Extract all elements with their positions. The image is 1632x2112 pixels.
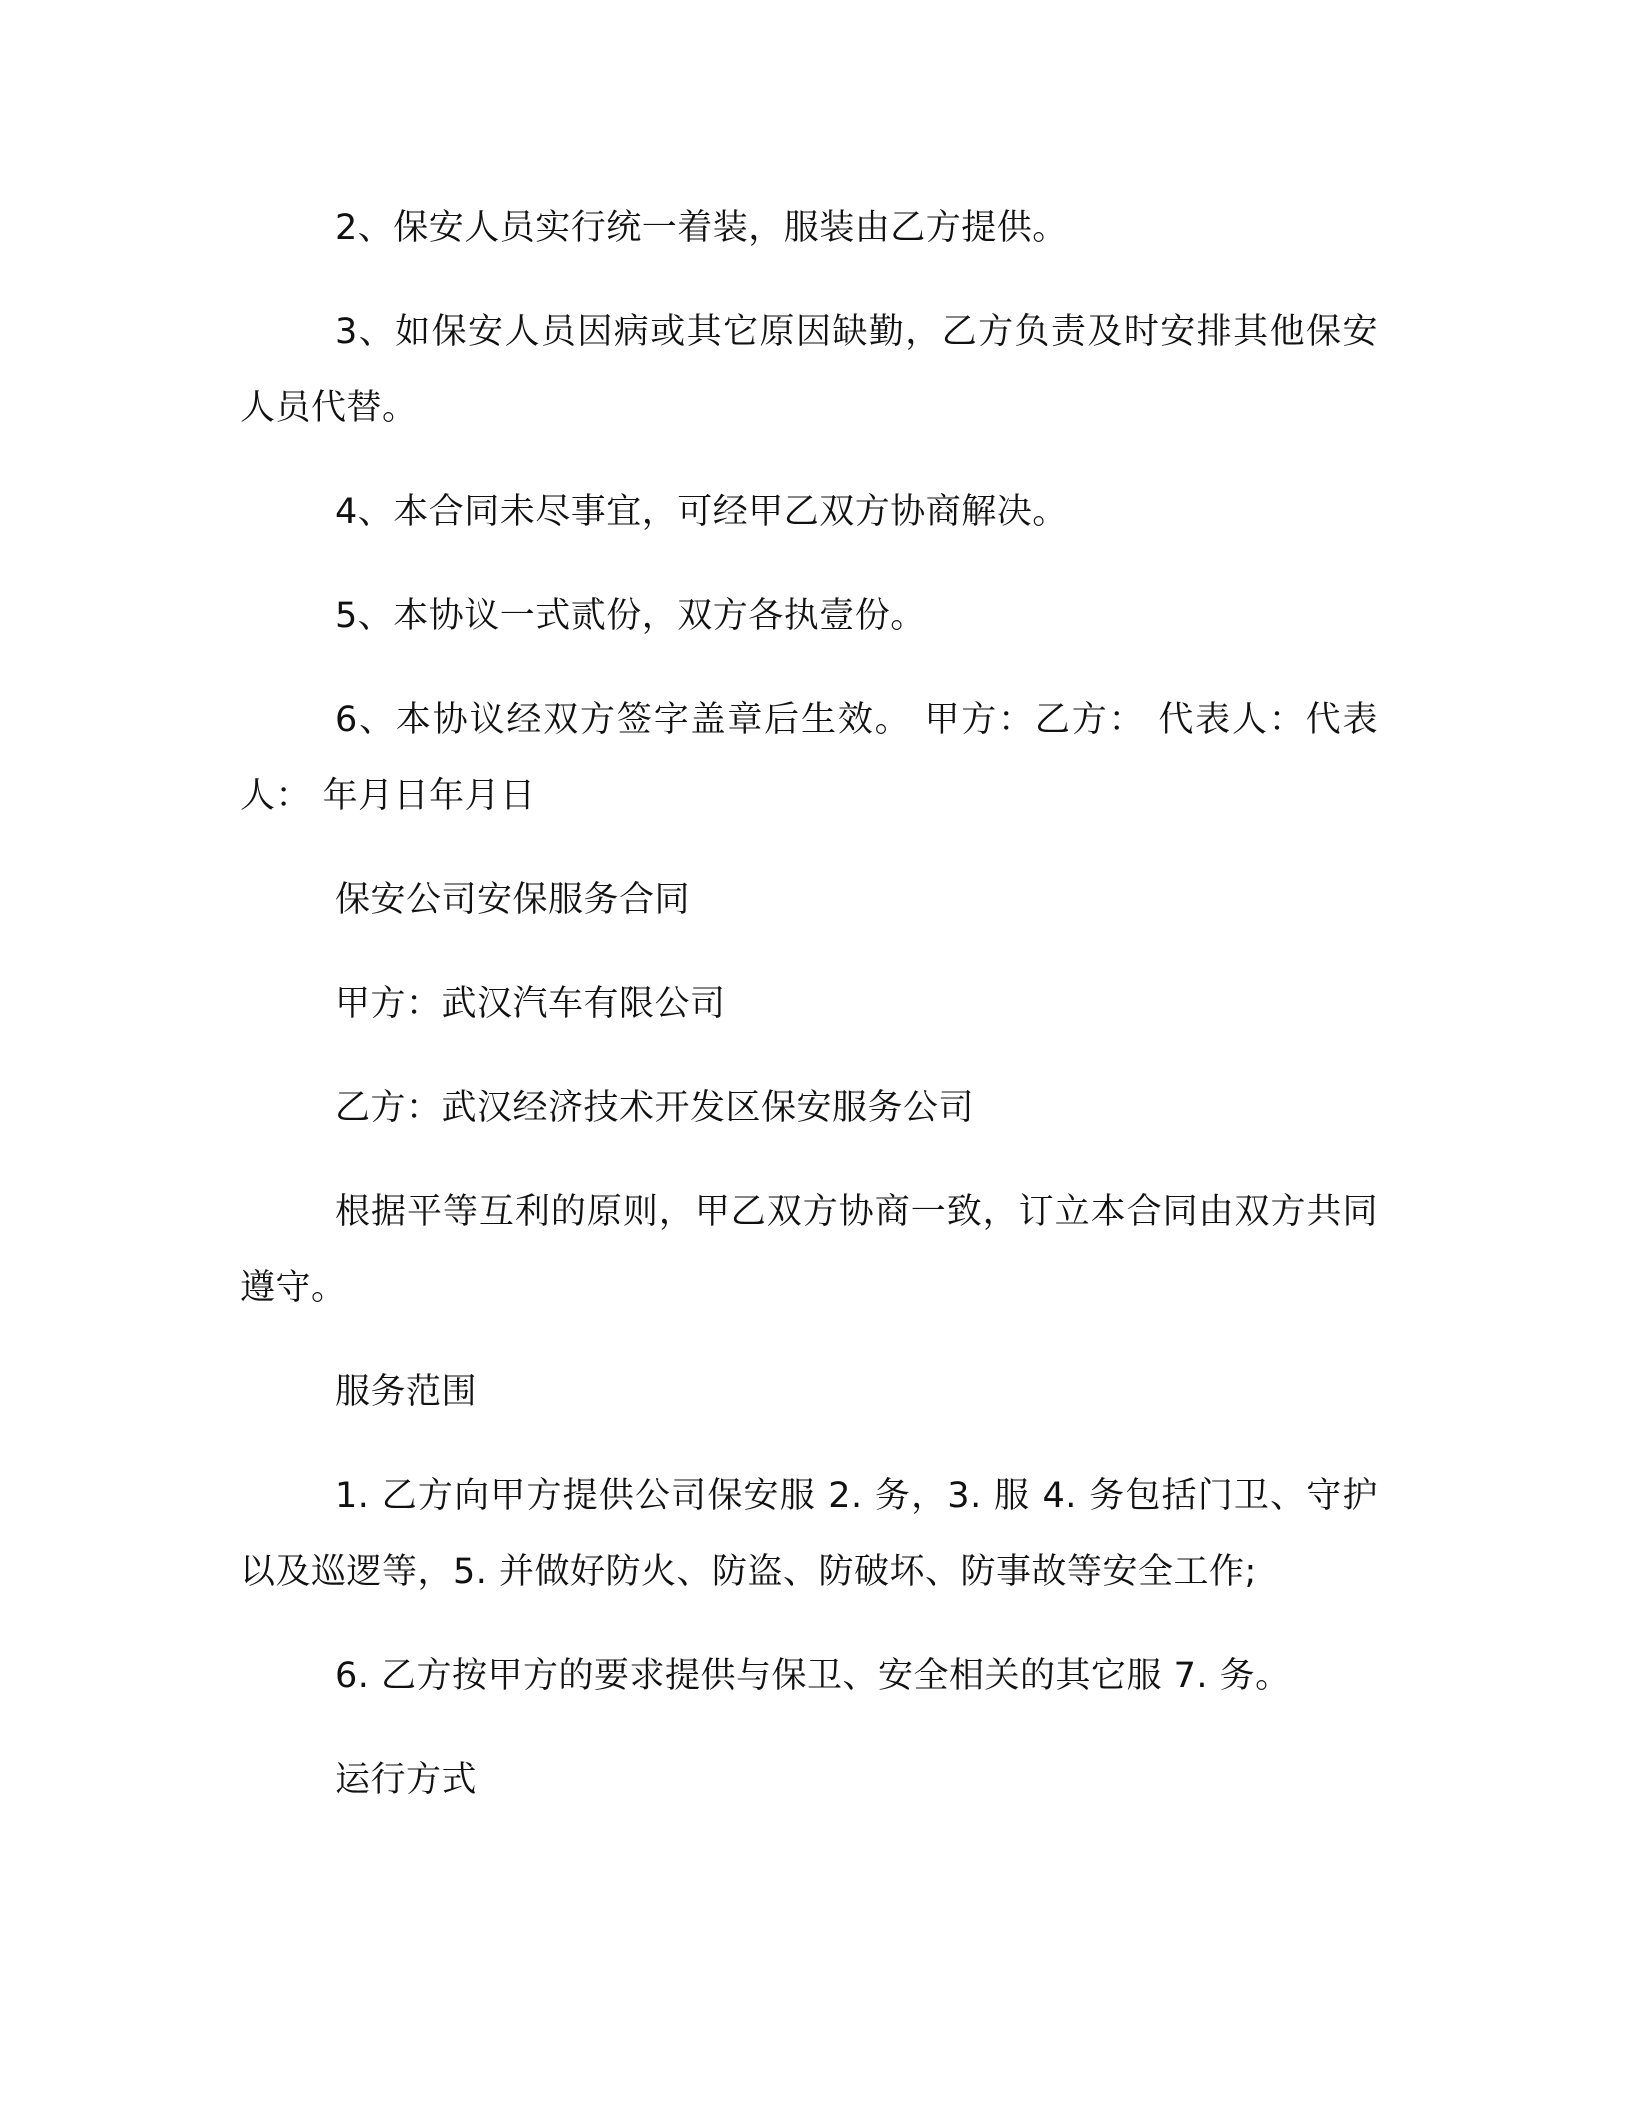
paragraph-unresolved-matters: 4、本合同未尽事宜，可经甲乙双方协商解决。 [335,492,1068,532]
contract-title: 保安公司安保服务合同 [335,880,691,920]
paragraph-principle: 根据平等互利的原则，甲乙双方协商一致，订立本合同由双方共同遵守。 [240,1192,1378,1308]
paragraph-uniform-clothing: 2、保安人员实行统一着装，服装由乙方提供。 [335,208,1068,248]
paragraph-signature-effect: 6、本协议经双方签字盖章后生效。 甲方：乙方： 代表人：代表人： 年月日年月日 [240,700,1378,816]
paragraph-other-services: 6. 乙方按甲方的要求提供与保卫、安全相关的其它服 7. 务。 [335,1656,1291,1696]
paragraph-absence-replacement: 3、如保安人员因病或其它原因缺勤，乙方负责及时安排其他保安人员代替。 [240,312,1378,428]
paragraph-service-items: 1. 乙方向甲方提供公司保安服 2. 务，3. 服 4. 务包括门卫、守护以及巡逻等，5. 并做好防火、防盗、防破坏、防事故等安全工作; [240,1476,1378,1592]
document-body [240,190,1378,1818]
section-heading-service-scope: 服务范围 [335,1372,478,1412]
party-b: 乙方：武汉经济技术开发区保安服务公司 [335,1088,975,1128]
section-heading-operation-mode: 运行方式 [335,1760,478,1800]
paragraph-copies: 5、本协议一式贰份，双方各执壹份。 [335,596,926,636]
party-a: 甲方：武汉汽车有限公司 [335,984,726,1024]
